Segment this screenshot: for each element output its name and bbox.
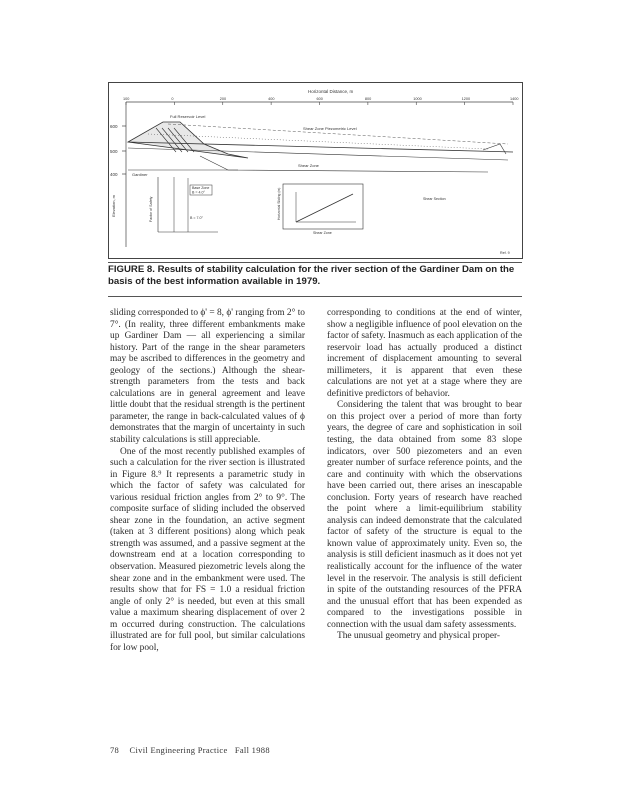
side-note: Shear Section (423, 197, 446, 201)
journal-issue: Fall 1988 (234, 745, 270, 755)
elev-axis-title: Elevation, m (111, 194, 116, 217)
top-tick-label: 1000 (413, 97, 422, 101)
elev-tick-500: 500 (110, 149, 118, 154)
journal-name: Civil Engineering Practice (129, 745, 228, 755)
left-paragraph-1: sliding corresponded to ϕ' = 8, ϕ' ranging from 2° to 7°. (In reality, three different embankments make up Gardiner Dam — all experiencing a similar history. Part of the range in the shear parameters may be ascribed to differences in the geometry and geology of the sections.) Although the shear-strength parameters from the tests and back calculations are in general agreement and leave little doubt that the residual strength is the pertinent parameter, the range in back-calculated values of ϕ demonstrates that the margin of uncertainty in such stability calculations is still appreciable. (110, 308, 305, 446)
top-tick-label: 400 (268, 97, 275, 101)
figure-caption: FIGURE 8. Results of stability calculation for the river section of the Gardiner Dam on the basis of the best information available in 1979. (108, 264, 515, 287)
inset2-y: Horizontal Sliding (m) (277, 187, 281, 220)
top-tick-label: 200 (219, 97, 227, 101)
caption-rule-top (108, 262, 522, 263)
inset1-title: Base Zone (192, 186, 210, 190)
top-tick-label: 1200 (461, 97, 471, 101)
elev-tick-600: 600 (110, 124, 118, 129)
label-reservoir-level: Full Reservoir Level (170, 114, 206, 119)
figure-ref: Ref. 9 (500, 251, 510, 255)
left-column (110, 308, 305, 654)
inset-factor-of-safety (149, 177, 218, 232)
left-axis (110, 102, 126, 247)
label-shear-zone: Shear Zone (298, 163, 319, 168)
caption-rule-bottom (108, 296, 522, 297)
elev-tick-400: 400 (110, 172, 118, 177)
top-tick-label: 0 (171, 97, 174, 101)
right-paragraph-2: Considering the talent that was brought to bear on this project over a period of more than forty years, the degree of care and sophistication in soil testing, the data obtained from some 83 slope indicators, over 500 piezometers and an even greater number of surface reference points, and the care and continuity with which the observations have been carried out, there arises an inescapable conclusion. Forty years of research have reached the point where a limit-equilibrium stability analysis can indeed demonstrate that the calculated factor of safety of the structure is equal to the known value of approximately unity. Even so, the analysis is still deficient inasmuch as it does not yet realistically account for the influence of the water level in the reservoir. The analysis is still deficient in spite of the outstanding resources of the PFRA and the unusual effort that has been expended as compared to the investigations possible in connection with the usual dam safety assessments. (327, 400, 522, 630)
top-tick-label: 600 (316, 97, 323, 101)
inset1-x: B = 7.0° (190, 216, 203, 220)
left-paragraph-2: One of the most recently published examples of such a calculation for the river section is illustrated in Figure 8.⁹ It represents a parametric study in which the factor of safety was calculated for various residual friction angles from 2° to 9°. The composite surface of sliding included the observed shear zone in the foundation, an active segment (taken at 3 different positions) along which peak strength was assumed, and a passive segment at the downstream end at a location corresponding to observation. Measured piezometric levels along the shear zone and in the embankment were used. The results show that for FS = 1.0 a residual friction angle of only 2° is needed, but even at this small value a maximum shearing displacement of over 2 m occurred during construction. The calculations illustrated are for full pool, but similar calculations for low pool, (110, 446, 305, 653)
inset-horizontal-sliding (277, 184, 363, 235)
inset1-y: Factor of Safety (149, 196, 153, 222)
top-axis-title: Horizontal Distance, m (308, 89, 354, 94)
right-column (327, 308, 522, 643)
page-number: 78 (110, 745, 120, 755)
right-paragraph-3: The unusual geometry and physical proper- (337, 631, 501, 642)
top-tick-label: 800 (364, 97, 372, 101)
inset2-x: Shear Zone (313, 231, 332, 235)
right-paragraph-1: corresponding to conditions at the end of winter, show a negligible influence of pool elevation on the factor of safety. Inasmuch as each application of the reservoir load has actually produced a distinct increment of displacement amounting to several millimeters, it is apparent that even these calculations are not yet at a stage where they are definitive predictors of behavior. (327, 308, 522, 399)
inset1-eq: B = 4.0° (192, 190, 205, 195)
top-tick-label: 1400 (510, 97, 519, 101)
top-axis-ticks (123, 97, 518, 105)
figure-8 (108, 82, 523, 259)
label-piezometric: Shear Zone Piezometric Level (303, 126, 357, 131)
stability-diagram (108, 82, 523, 259)
label-gardiner: Gardiner (132, 172, 148, 177)
top-tick-label: 100 (123, 97, 130, 101)
page-footer (110, 745, 270, 755)
